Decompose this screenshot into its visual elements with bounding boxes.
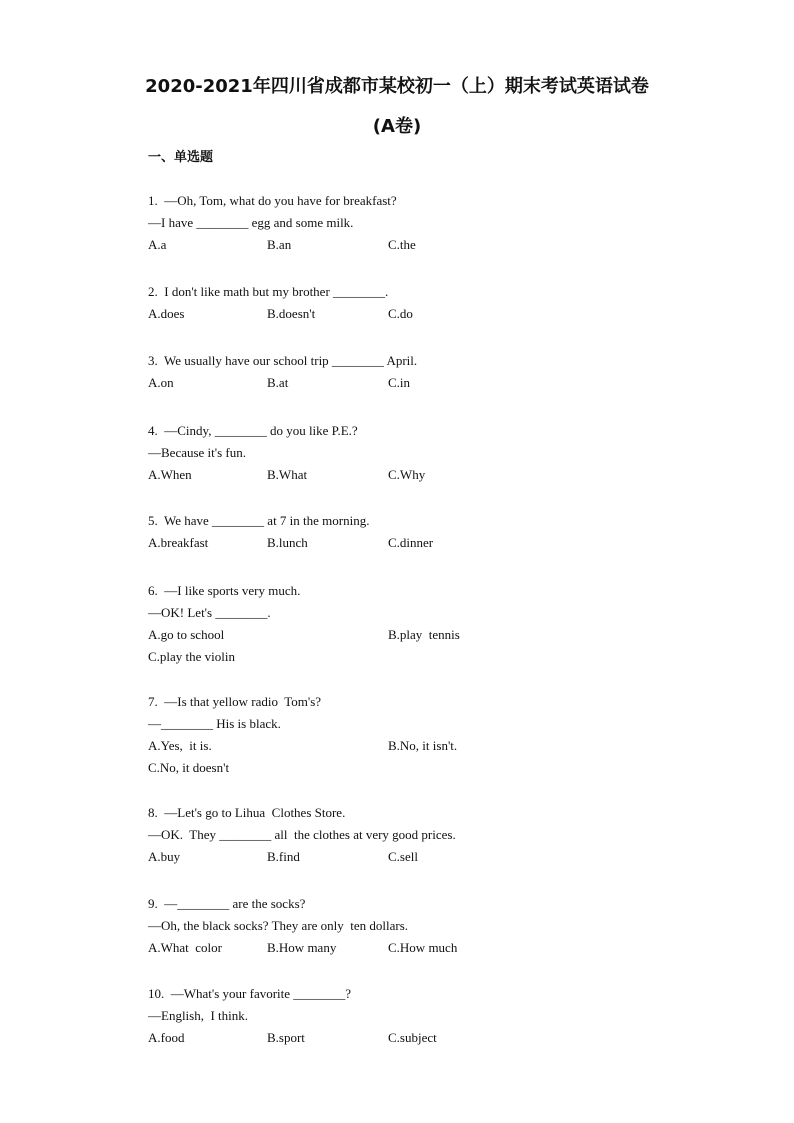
options-row xyxy=(148,624,460,668)
option-a[interactable]: A.on xyxy=(148,375,174,390)
option-b[interactable]: B.lunch xyxy=(267,535,308,550)
option-c[interactable]: C.play the violin xyxy=(148,649,236,664)
option-b[interactable]: B.doesn't xyxy=(267,306,316,321)
question-4 xyxy=(148,420,426,487)
question-stem: 6. —I like sports very much. xyxy=(148,583,301,598)
option-c[interactable]: C.the xyxy=(388,237,416,252)
option-c[interactable]: C.sell xyxy=(388,849,418,864)
section-heading: 一、单选题 xyxy=(148,150,214,165)
option-a[interactable]: A.does xyxy=(148,306,185,321)
question-10 xyxy=(148,983,437,1050)
question-3 xyxy=(148,350,417,395)
options-row xyxy=(148,303,413,326)
question-7 xyxy=(148,691,458,779)
option-c[interactable]: C.do xyxy=(388,306,413,321)
option-b[interactable]: B.play tennis xyxy=(388,627,460,642)
option-b[interactable]: B.No, it isn't. xyxy=(388,738,458,753)
option-b[interactable]: B.How many xyxy=(267,940,337,955)
question-stem: —OK. They ________ all the clothes at very good prices. xyxy=(148,827,456,842)
option-b[interactable]: B.an xyxy=(267,237,292,252)
question-stem: 9. —________ are the socks? xyxy=(148,896,306,911)
option-c[interactable]: C.in xyxy=(388,375,411,390)
option-c[interactable]: C.No, it doesn't xyxy=(148,760,230,775)
option-b[interactable]: B.find xyxy=(267,849,300,864)
exam-title: 2020-2021年四川省成都市某校初一（上）期末考试英语试卷 xyxy=(145,76,649,97)
option-a[interactable]: A.food xyxy=(148,1030,185,1045)
options-row xyxy=(148,464,426,487)
question-2 xyxy=(148,281,413,326)
question-stem: 7. —Is that yellow radio Tom's? xyxy=(148,694,322,709)
option-b[interactable]: B.at xyxy=(267,375,289,390)
question-stem: —Because it's fun. xyxy=(148,445,247,460)
option-b[interactable]: B.sport xyxy=(267,1030,305,1045)
option-a[interactable]: A.What color xyxy=(148,940,223,955)
question-5 xyxy=(148,510,434,555)
options-row xyxy=(148,532,434,555)
question-1 xyxy=(148,190,416,257)
question-stem: 5. We have ________ at 7 in the morning. xyxy=(148,513,370,528)
question-stem: 3. We usually have our school trip ________ April. xyxy=(148,353,418,368)
option-c[interactable]: C.How much xyxy=(388,940,458,955)
question-stem: —________ His is black. xyxy=(148,716,281,731)
exam-subtitle: (A卷) xyxy=(372,116,422,137)
question-stem: 1. —Oh, Tom, what do you have for breakfast? xyxy=(148,193,397,208)
option-a[interactable]: A.breakfast xyxy=(148,535,209,550)
options-row xyxy=(148,937,458,960)
question-9 xyxy=(148,893,458,960)
options-row xyxy=(148,234,416,257)
options-row xyxy=(148,846,456,869)
option-a[interactable]: A.When xyxy=(148,467,192,482)
option-c[interactable]: C.dinner xyxy=(388,535,434,550)
question-stem: —English, I think. xyxy=(148,1008,249,1023)
option-a[interactable]: A.go to school xyxy=(148,627,225,642)
options-row xyxy=(148,1027,437,1050)
question-6 xyxy=(148,580,460,668)
question-stem: 8. —Let's go to Lihua Clothes Store. xyxy=(148,805,346,820)
question-stem: —Oh, the black socks? They are only ten dollars. xyxy=(148,918,409,933)
option-a[interactable]: A.Yes, it is. xyxy=(148,738,212,753)
option-a[interactable]: A.buy xyxy=(148,849,181,864)
option-a[interactable]: A.a xyxy=(148,237,167,252)
question-stem: 2. I don't like math but my brother ________. xyxy=(148,284,389,299)
option-c[interactable]: C.Why xyxy=(388,467,426,482)
question-8 xyxy=(148,802,456,869)
question-stem: 4. —Cindy, ________ do you like P.E.? xyxy=(148,423,358,438)
options-row xyxy=(148,735,458,779)
question-stem: —OK! Let's ________. xyxy=(148,605,271,620)
question-stem: 10. —What's your favorite ________? xyxy=(148,986,352,1001)
option-b[interactable]: B.What xyxy=(267,467,308,482)
option-c[interactable]: C.subject xyxy=(388,1030,437,1045)
options-row xyxy=(148,372,417,395)
question-stem: —I have ________ egg and some milk. xyxy=(148,215,354,230)
